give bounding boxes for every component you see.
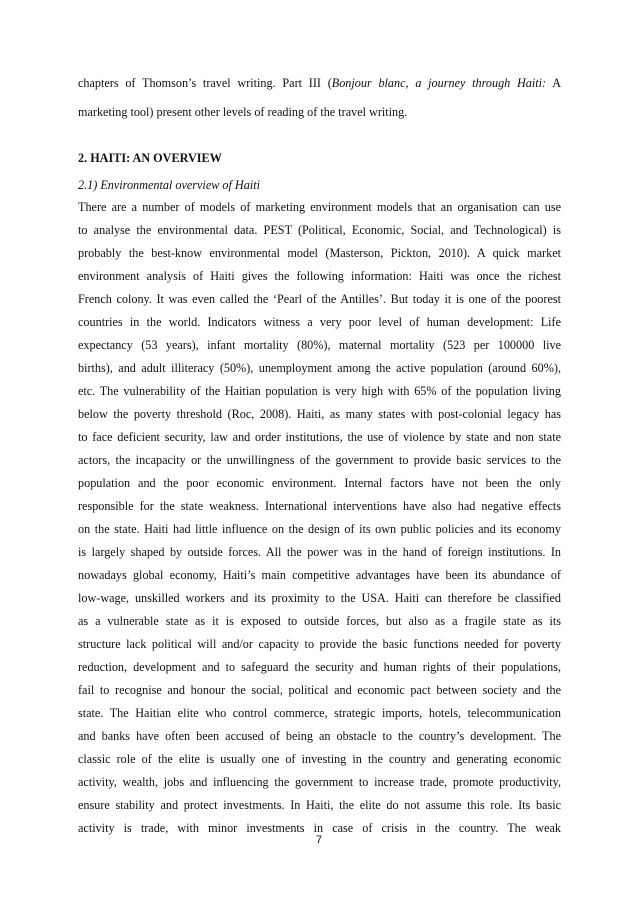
body-line-5: French colony. It was even called the ‘Pearl of the Antilles’. But today it is one of the poorest — [78, 292, 561, 306]
body-line-11: to face deficient security, law and order institutions, the use of violence by state and non state — [78, 430, 561, 444]
intro-line-1-text: chapters of Thomson’s travel writing. Part III ( — [78, 76, 332, 90]
body-line-9: etc. The vulnerability of the Haitian population is very high with 65% of the population living — [78, 384, 561, 398]
intro-line-2: marketing tool) present other levels of reading of the travel writing. — [78, 105, 408, 119]
body-line-28: activity is trade, with minor investments in case of crisis in the country. The weak — [78, 821, 561, 835]
page-number: 7 — [315, 834, 323, 846]
body-line-26: activity, wealth, jobs and influencing the government to increase trade, promote productivity, — [78, 775, 561, 789]
body-line-24: and banks have often been accused of being an obstacle to the country’s development. The — [78, 729, 561, 743]
body-line-27: ensure stability and protect investments. In Haiti, the elite do not assume this role. Its basic — [78, 798, 561, 812]
body-line-14: responsible for the state weakness. International interventions have also had negative effects — [78, 499, 561, 513]
body-line-12: actors, the incapacity or the unwillingness of the government to provide basic services to the — [78, 453, 561, 467]
body-line-8: births), and adult illiteracy (50%), unemployment among the active population (around 60%), — [78, 361, 561, 375]
body-line-10: below the poverty threshold (Roc, 2008). Haiti, as many states with post-colonial legacy has — [78, 407, 561, 421]
intro-line-1-tail: A — [546, 76, 561, 90]
intro-book-title: Bonjour blanc, a journey through Haiti: — [331, 76, 547, 90]
body-line-20: structure lack political will and/or capacity to provide the basic functions needed for poverty — [78, 637, 561, 651]
body-line-17: nowadays global economy, Haiti’s main competitive advantages have been its abundance of — [78, 568, 561, 582]
body-line-13: population and the poor economic environment. Internal factors have not been the only — [78, 476, 561, 490]
body-line-22: fail to recognise and honour the social, political and economic pact between society and the — [78, 683, 561, 697]
body-line-7: expectancy (53 years), infant mortality (80%), maternal mortality (523 per 100000 live — [78, 338, 561, 352]
body-line-23: state. The Haitian elite who control commerce, strategic imports, hotels, telecommunication — [78, 706, 561, 720]
body-line-2: to analyse the environmental data. PEST (Political, Economic, Social, and Technological) is — [78, 223, 561, 237]
body-line-19: as a vulnerable state as it is exposed to outside forces, but also as a fragile state as its — [78, 614, 561, 628]
body-line-1: There are a number of models of marketing environment models that an organisation can use — [78, 200, 561, 214]
section-subheading: 2.1) Environmental overview of Haiti — [78, 178, 260, 192]
body-line-25: classic role of the elite is usually one of investing in the country and generating economic — [78, 752, 561, 766]
body-line-15: on the state. Haiti had little influence on the design of its own public policies and its economy — [78, 522, 561, 536]
body-line-16: is largely shaped by outside forces. All the power was in the hand of foreign institutions. In — [78, 545, 561, 559]
section-heading: 2. HAITI: AN OVERVIEW — [78, 151, 222, 165]
body-line-4: environment analysis of Haiti gives the following information: Haiti was once the richest — [78, 269, 561, 283]
body-line-3: probably the best-know environmental model (Masterson, Pickton, 2010). A quick market — [78, 246, 561, 260]
body-line-21: reduction, development and to safeguard the security and human rights of their populations, — [78, 660, 561, 674]
body-line-6: countries in the world. Indicators witness a very poor level of human development: Life — [78, 315, 561, 329]
intro-line-1 — [78, 75, 561, 91]
body-line-18: low-wage, unskilled workers and its proximity to the USA. Haiti can therefore be classified — [78, 591, 561, 605]
